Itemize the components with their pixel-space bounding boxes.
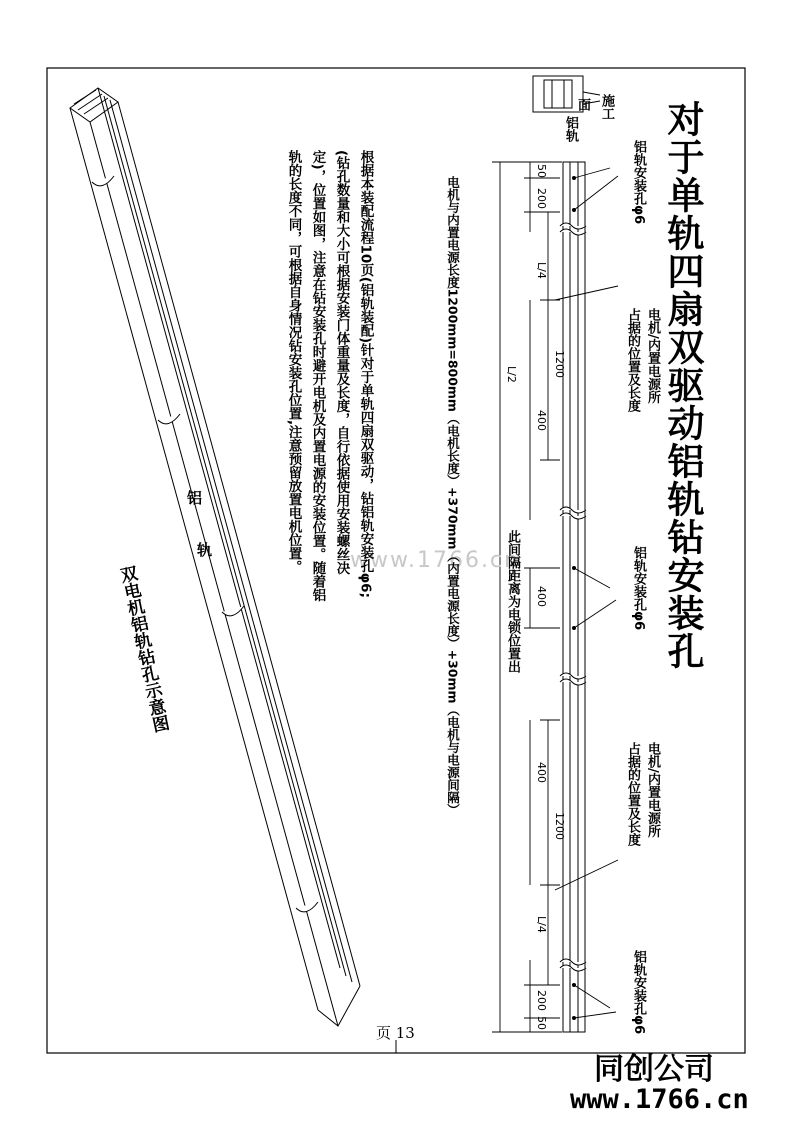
motor-callout-top-1: 电机/内置电源所 xyxy=(645,308,660,404)
dim-1200-bottom: 1200 xyxy=(553,812,566,840)
side-view-top-label: 施工 xyxy=(599,94,614,120)
gap-note: 此间隔距离为电锁位置出 xyxy=(505,530,520,673)
dimension-lines xyxy=(492,162,562,1032)
leader-lines xyxy=(555,168,618,1018)
dim-50-top: 50 xyxy=(535,164,548,178)
instruction-line-1: 根据本装配流程10页(铝轨装配)针对于单轨四扇双驱动，钻铝轨安装孔φ6; xyxy=(357,150,374,598)
motor-callout-bottom-1: 电机/内置电源所 xyxy=(645,742,660,838)
rail-label-a: 铝 xyxy=(185,490,203,505)
dim-quarter-top: L/4 xyxy=(535,262,548,279)
hole-callout-bottom: 铝轨安装孔φ6 xyxy=(631,950,646,1035)
hole-callout-top: 铝轨安装孔φ6 xyxy=(631,140,646,225)
watermark-text: www.1766.cn xyxy=(350,548,520,573)
instruction-line-2: (钻孔数量和大小可根据安装门体重量及长度，自行依据使用安装螺丝决 xyxy=(333,150,350,575)
motor-callout-top-2: 占据的位置及长度 xyxy=(625,308,640,412)
dim-50-bottom: 50 xyxy=(535,1016,548,1030)
motor-length-note: 电机与内置电源长度1200mm=800mm（电机长度）+370mm（内置电源长度）+30mm（电机与电源间隔） xyxy=(445,176,461,816)
page-title: 对于单轨四扇双驱动铝轨钻安装孔 xyxy=(661,100,704,670)
dim-quarter-bottom: L/4 xyxy=(535,916,548,933)
brand-website: www.1766.cn xyxy=(570,1084,749,1115)
motor-callout-bottom-2: 占据的位置及长度 xyxy=(625,742,640,846)
brand-name: 同创公司 xyxy=(594,1052,714,1087)
instruction-line-4: 轨的长度不同，可根据自身情况钻安装孔位置,注意预留放置电机位置。 xyxy=(285,150,302,574)
rail-label-b: 轨 xyxy=(195,542,213,557)
side-view-rail-label: 铝轨 xyxy=(563,116,578,142)
straight-rail xyxy=(560,162,586,1032)
side-profile-sketch xyxy=(533,68,745,112)
dim-half: L/2 xyxy=(505,366,518,383)
dim-200-top: 200 xyxy=(535,188,548,209)
dim-200-bottom: 200 xyxy=(535,990,548,1011)
dim-400-bottom: 400 xyxy=(535,762,548,783)
dim-400-top: 400 xyxy=(535,410,548,431)
hole-callout-mid: 铝轨安装孔φ6 xyxy=(631,546,646,631)
dim-1200-top: 1200 xyxy=(553,350,566,378)
page-number: 页 13 xyxy=(376,1024,415,1042)
instruction-line-3: 定)，位置如图，注意在钻安装孔时避开电机及内置电源的安装位置。随着铝 xyxy=(309,150,326,602)
dim-400-mid: 400 xyxy=(535,586,548,607)
figure-caption: 双电机铝轨钻孔示意图 xyxy=(115,564,170,735)
mounting-holes xyxy=(572,176,576,1020)
side-view-face-label: 面 xyxy=(575,98,590,111)
